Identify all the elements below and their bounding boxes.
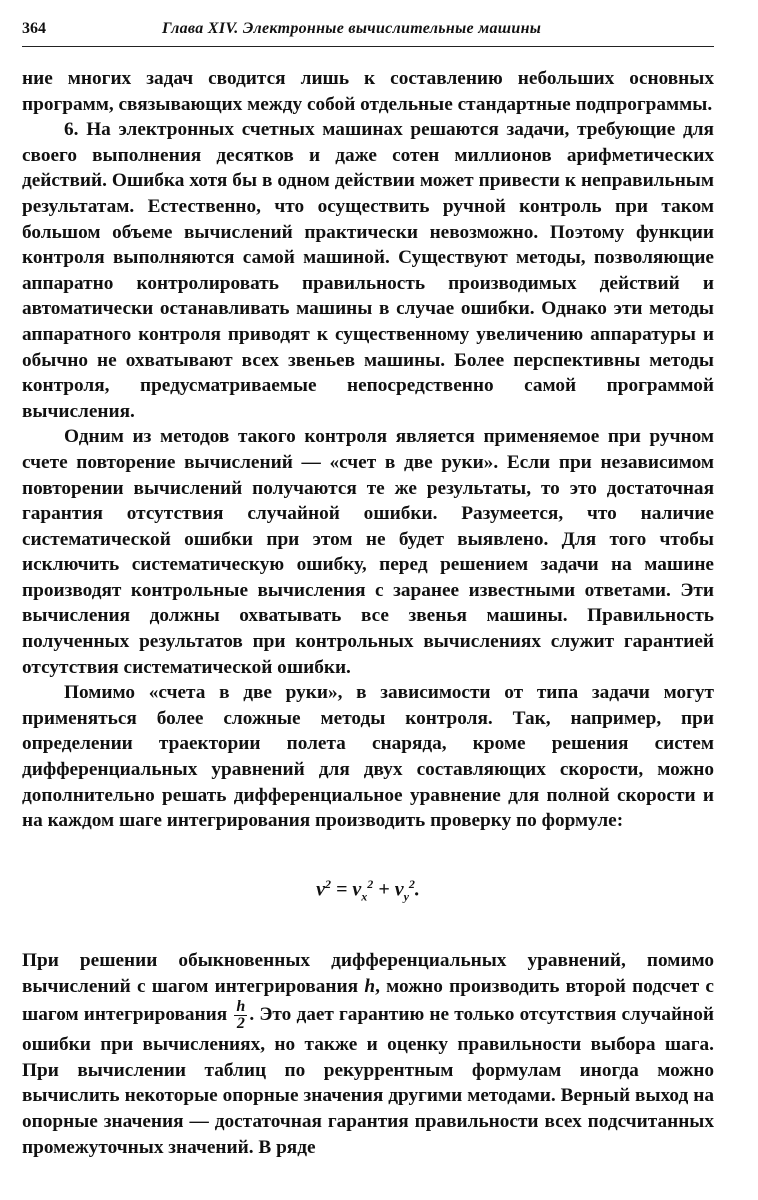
page-number: 364 — [22, 20, 46, 37]
formula-term-1: v — [352, 878, 362, 901]
body-text — [22, 66, 714, 1160]
page-header — [22, 20, 714, 47]
paragraph-continuation: ние многих задач сводится лишь к составлению небольших основных программ, связывающих между собой отдельные стандартные подпрограммы. — [22, 68, 714, 115]
paragraph-text: На электронных счетных машинах решаются задачи, требующие для своего выполнения десятков и даже сотен миллионов арифметических действий. Ошибка хотя бы в одном действии может привести к неправильным результатам. Естественно, что осуществить ручной контроль при таком большом объеме вычислений практически невозможно. Поэтому функции контроля выполняются самой машиной. Существуют методы, позволяющие аппаратно контролировать правильность производимых действий и автоматически останавливать машины в случае ошибки. Однако эти методы аппаратного контроля приводят к существенному увеличению аппаратуры и обычно не охватывают всех звеньев машины. Более перспективны методы контроля, предусматриваемые непосредственно самой программой вычисления. — [22, 119, 714, 422]
formula-term-2-sub: y — [403, 889, 409, 904]
formula-lhs: v — [316, 878, 325, 901]
paragraph-number: 6. — [64, 119, 79, 141]
formula-equals: = — [330, 878, 353, 901]
paragraph-text-c: . Это дает гарантию не только отсутствия случайной ошибки при вычислениях, но также и оценку правильности выбора шага. При вычислении таблиц по рекуррентным формулам иногда можно вычислить некоторые опорные значения другими методами. Верный выход на опорные значения — достаточная гарантия правильности всех подсчитанных промежуточных значений. В ряде — [22, 1004, 714, 1158]
running-title: Глава XIV. Электронные вычислительные машины — [162, 20, 542, 37]
paragraph-ode — [22, 948, 714, 1160]
formula-term-1-exp: 2 — [367, 876, 374, 891]
formula-period: . — [414, 878, 420, 901]
formula-term-2: v — [394, 878, 404, 901]
half-step-fraction — [234, 999, 247, 1032]
paragraph-text-b: , можно производить второй подсчет с шагом интегрирования — [22, 975, 714, 1026]
formula-plus: + — [373, 878, 395, 901]
fraction-denominator: 2 — [236, 1015, 245, 1033]
paragraph-text-a: При решении обыкновенных дифференциальных уравнений, помимо вычислений с шагом интегрирования — [22, 950, 714, 997]
paragraph-complex-methods: Помимо «счета в две руки», в зависимости от типа задачи могут применяться более сложные методы контроля. Так, например, при определении траектории полета снаряда, кроме решения систем дифференциальных уравнений для двух составляющих скорости, можно дополнительно решать дифференциальное уравнение для полной скорости и на каждом шаге интегрирования производить проверку по формуле: — [22, 682, 714, 832]
velocity-formula — [22, 872, 714, 910]
formula-lhs-exponent: 2 — [324, 876, 331, 891]
paragraph-two-hands: Одним из методов такого контроля является применяемое при ручном счете повторение вычислений — «счет в две руки». Если при независимом повторении вычислений получаются те же результаты, то это достаточная гарантия отсутствия случайной ошибки. Разумеется, что наличие систематической ошибки при этом не будет выявлено. Для того чтобы исключить систематическую ошибку, перед решением задачи на машине производят контрольные вычисления с заранее известными ответами. Эти вычисления должны охватывать все звенья машины. Правильность полученных результатов при контрольных вычислениях служит гарантией отсутствия систематической ошибки. — [22, 426, 714, 678]
step-variable: h — [364, 975, 376, 997]
formula-term-2-exp: 2 — [408, 876, 415, 891]
fraction-numerator: h — [236, 998, 246, 1016]
paragraph-6 — [22, 117, 714, 424]
formula-term-1-sub: x — [361, 889, 368, 904]
